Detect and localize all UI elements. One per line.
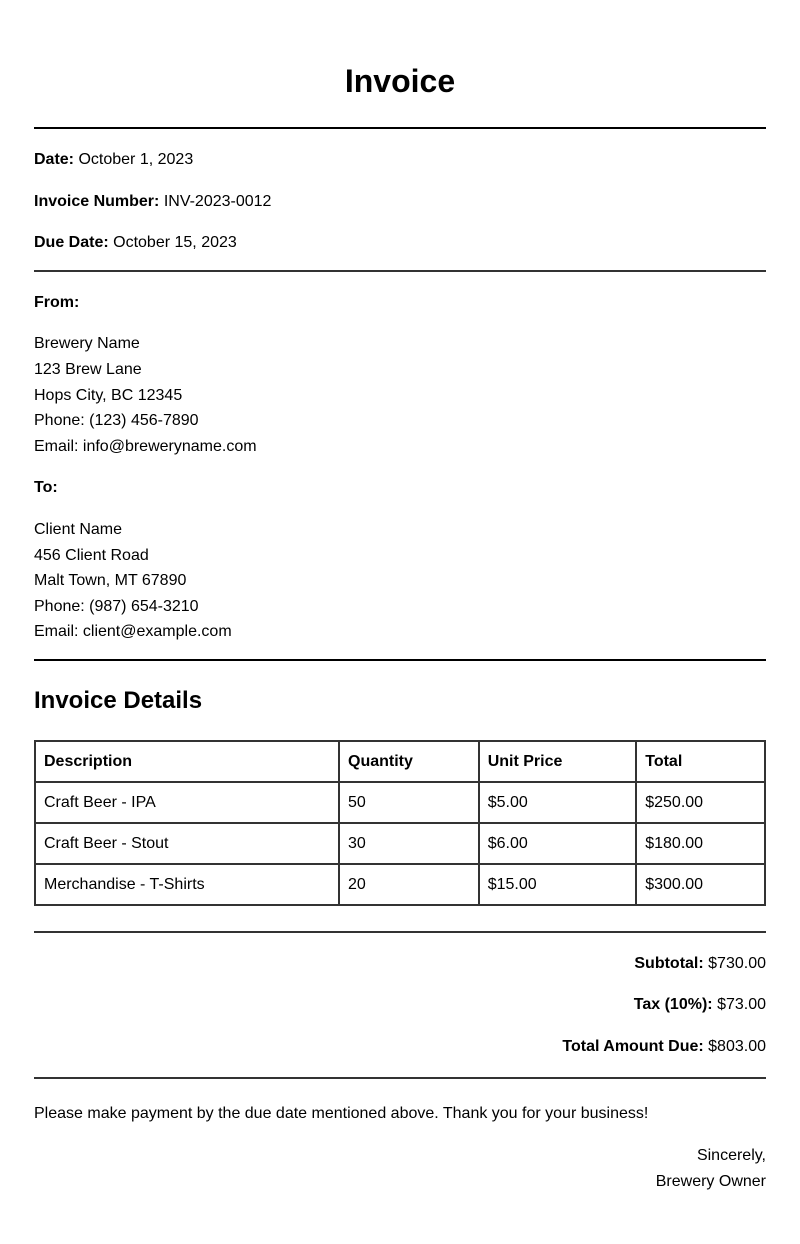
subtotal [634,954,766,974]
divider [34,270,766,272]
table-cell: $300.00 [636,864,765,905]
from-label-text: From: [34,294,80,311]
table-row [35,864,765,905]
from-line: Brewery Name [34,335,140,352]
invoice-number-label: Invoice Number: [34,193,160,210]
to-line: Email: client@example.com [34,623,232,640]
total-due [562,1037,766,1057]
details-heading: Invoice Details [34,687,203,714]
to-line: Malt Town, MT 67890 [34,572,187,589]
table-cell: 50 [339,782,479,823]
invoice-date [34,150,193,170]
to-label-text: To: [34,479,58,496]
due-date-value: October 15, 2023 [113,234,237,251]
signer: Brewery Owner [655,1173,766,1190]
from-line: 123 Brew Lane [34,361,142,378]
date-label: Date: [34,151,75,168]
payment-note: Please make payment by the due date mentioned above. Thank you for your business! [34,1105,649,1122]
table-cell: $5.00 [479,782,637,823]
date-value: October 1, 2023 [78,151,194,168]
to-line: 456 Client Road [34,547,149,564]
invoice-number [34,192,271,212]
page-title: Invoice [344,63,456,99]
to-label [34,478,58,498]
table-row [35,823,765,864]
tax-label: Tax (10%): [633,996,713,1013]
due-date-label: Due Date: [34,234,109,251]
column-header: Quantity [339,741,479,782]
subtotal-label: Subtotal: [634,955,704,972]
subtotal-value: $730.00 [708,955,766,972]
to-line: Phone: (987) 654-3210 [34,598,199,615]
tax [634,995,766,1015]
due-date [34,233,237,253]
from-label [34,293,79,313]
to-line: Client Name [34,521,123,538]
table-cell: 20 [339,864,479,905]
table-cell: Merchandise - T-Shirts [35,864,339,905]
tax-value: $73.00 [717,996,766,1013]
table-cell: 30 [339,823,479,864]
table-row [35,782,765,823]
divider [34,127,766,129]
from-line: Phone: (123) 456-7890 [34,412,199,429]
total-due-label: Total Amount Due: [562,1038,704,1055]
from-line: Hops City, BC 12345 [34,387,183,404]
invoice-number-value: INV-2023-0012 [163,193,272,210]
table-cell: Craft Beer - IPA [35,782,339,823]
table-cell: $180.00 [636,823,765,864]
from-line: Email: info@breweryname.com [34,438,257,455]
table-header-row [35,741,765,782]
table-cell: $6.00 [479,823,637,864]
column-header: Description [35,741,339,782]
table-cell: $15.00 [479,864,637,905]
divider [34,931,766,933]
invoice-table [34,740,766,906]
divider [34,659,766,661]
table-cell: $250.00 [636,782,765,823]
table-cell: Craft Beer - Stout [35,823,339,864]
column-header: Unit Price [479,741,637,782]
total-due-value: $803.00 [708,1038,766,1055]
column-header: Total [636,741,765,782]
divider [34,1077,766,1079]
closing: Sincerely, [696,1147,766,1164]
